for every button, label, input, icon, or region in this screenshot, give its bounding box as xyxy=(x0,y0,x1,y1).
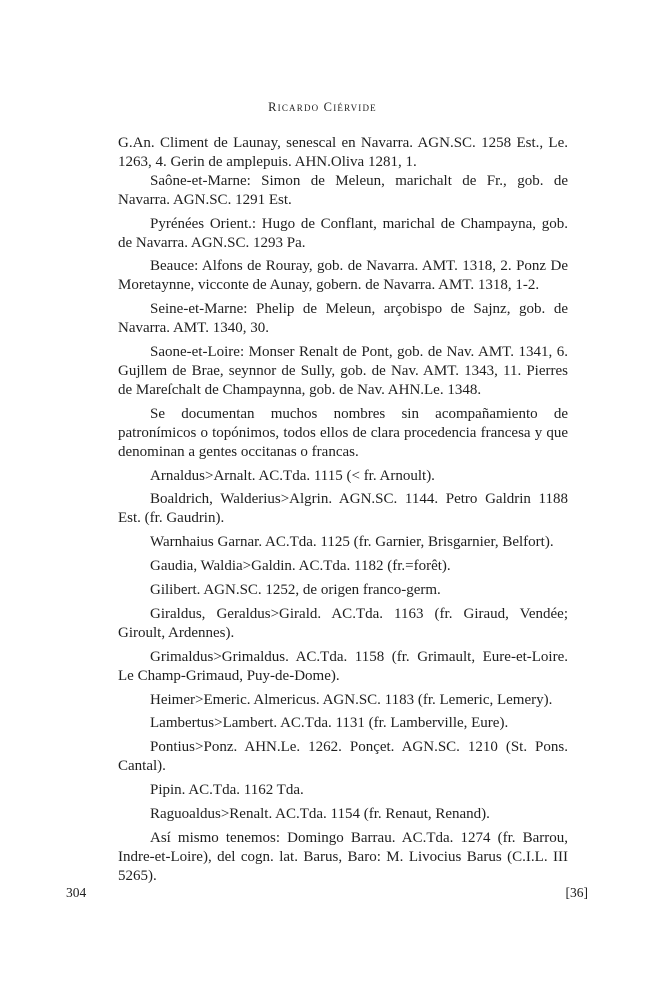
paragraph: Pyrénées Orient.: Hugo de Conflant, marichal de Champayna, gob. de Navarra. AGN.SC. 1293 Pa. xyxy=(118,215,568,251)
signature-mark: [36] xyxy=(565,885,588,900)
paragraph: Warnhaius Garnar. AC.Tda. 1125 (fr. Garnier, Brisgarnier, Belfort). xyxy=(150,534,554,551)
paragraph: Saone-et-Loire: Monser Renalt de Pont, gob. de Nav. AMT. 1341, 6. Gujllem de Brae, seynnor de Sully, gob. de Nav. AMT. 1343, 11. Pierres de Mareſchalt de Champaynna, gob. de Nav. AHN.Le. 1348. xyxy=(118,344,568,398)
paragraph: Saône-et-Marne: Simon de Meleun, marichalt de Fr., gob. de Navarra. AGN.SC. 1291 Est. xyxy=(118,172,568,208)
paragraph: Boaldrich, Walderius>Algrin. AGN.SC. 1144. Petro Galdrin 1188 Est. (fr. Gaudrin). xyxy=(118,491,568,527)
paragraph: Heimer>Emeric. Almericus. AGN.SC. 1183 (fr. Lemeric, Lemery). xyxy=(150,691,553,708)
paragraph: Gilibert. AGN.SC. 1252, de origen franco-germ. xyxy=(150,582,441,599)
paragraph: Seine-et-Marne: Phelip de Meleun, arçobispo de Sajnz, gob. de Navarra. AMT. 1340, 30. xyxy=(118,301,568,337)
paragraph: Así mismo tenemos: Domingo Barrau. AC.Tda. 1274 (fr. Barrou, Indre-et-Loire), del cogn. lat. Barus, Baro: M. Livocius Barus (C.I.L. III 5265). xyxy=(118,830,568,884)
paragraph: Arnaldus>Arnalt. AC.Tda. 1115 (< fr. Arnoult). xyxy=(150,467,435,484)
paragraph: Grimaldus>Grimaldus. AC.Tda. 1158 (fr. Grimault, Eure-et-Loire. Le Champ-Grimaud, Puy-de-Dome). xyxy=(118,648,568,684)
running-head: Ricardo Ciérvide xyxy=(268,100,377,114)
paragraph: Pontius>Ponz. AHN.Le. 1262. Ponçet. AGN.SC. 1210 (St. Pons. Cantal). xyxy=(118,739,568,775)
page-number: 304 xyxy=(66,885,87,900)
paragraph: Raguoaldus>Renalt. AC.Tda. 1154 (fr. Renaut, Renand). xyxy=(150,806,490,823)
paragraph: Gaudia, Waldia>Galdin. AC.Tda. 1182 (fr.=forêt). xyxy=(150,558,451,575)
body-text xyxy=(118,134,568,886)
paragraph: Pipin. AC.Tda. 1162 Tda. xyxy=(150,782,304,799)
paragraph: G.An. Climent de Launay, senescal en Navarra. AGN.SC. 1258 Est., Le. 1263, 4. Gerin de amplepuis. AHN.Oliva 1281, 1. xyxy=(118,135,568,170)
paragraph: Giraldus, Geraldus>Girald. AC.Tda. 1163 (fr. Giraud, Vendée; Giroult, Ardennes). xyxy=(118,605,568,641)
paragraph: Beauce: Alfons de Rouray, gob. de Navarra. AMT. 1318, 2. Ponz De Moretaynne, vicconte de Aunay, gobern. de Navarra. AMT. 1318, 1-2. xyxy=(118,258,568,294)
paragraph: Se documentan muchos nombres sin acompañamiento de patronímicos o topónimos, todos ellos de clara procedencia francesa y que denominan a gentes occitanas o francas. xyxy=(118,405,568,460)
paragraph: Lambertus>Lambert. AC.Tda. 1131 (fr. Lamberville, Eure). xyxy=(150,715,509,732)
